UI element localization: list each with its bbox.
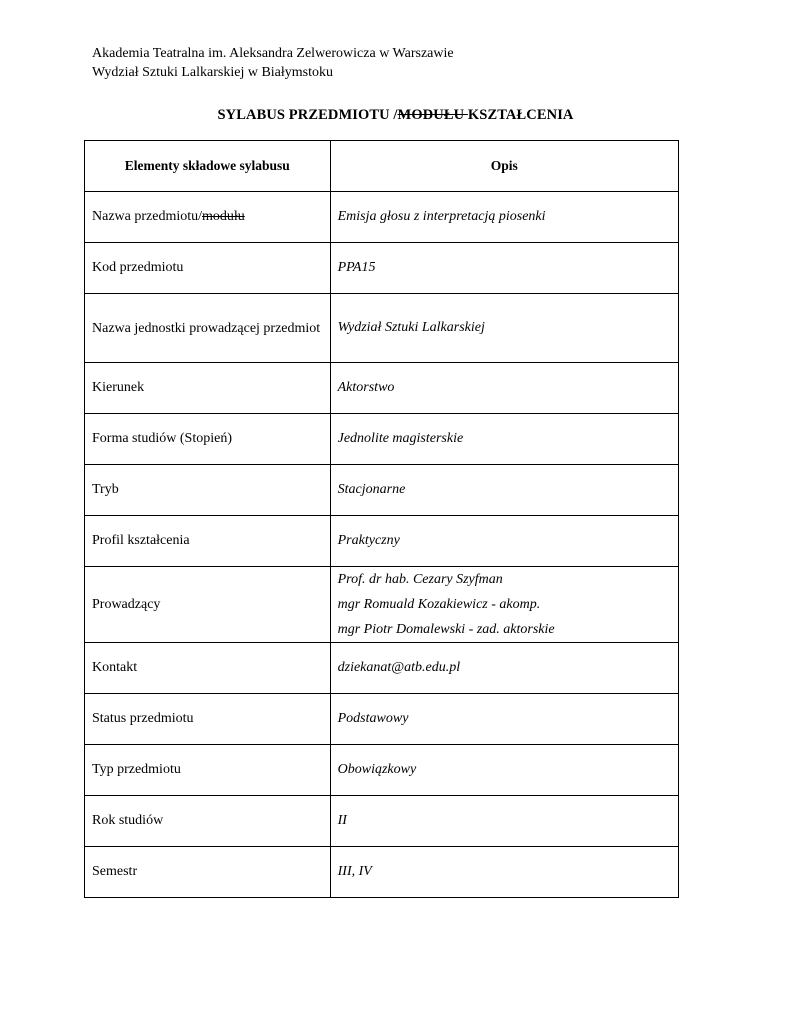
- row-label: Status przedmiotu: [85, 694, 331, 745]
- instructor-name: Prof. dr hab. Cezary Szyfman: [337, 572, 503, 587]
- row-value: Stacjonarne: [330, 465, 678, 516]
- row-label: Semestr: [85, 847, 331, 898]
- row-value: II: [330, 796, 678, 847]
- row-label: Kontakt: [85, 643, 331, 694]
- label-struck-text: modułu: [202, 209, 245, 224]
- row-label: Prowadzący: [85, 567, 331, 643]
- table-header-row: [85, 141, 679, 192]
- title-struck-word: MODUŁU: [397, 107, 468, 123]
- table-row: [85, 796, 679, 847]
- row-label: Nazwa jednostki prowadzącej przedmiot: [85, 294, 331, 363]
- document-title: [0, 107, 791, 124]
- table-row: [85, 694, 679, 745]
- header-elements: Elementy składowe sylabusu: [85, 141, 331, 192]
- row-value: dziekanat@atb.edu.pl: [330, 643, 678, 694]
- faculty-name: Wydział Sztuki Lalkarskiej w Białymstoku: [92, 65, 334, 80]
- document-header: [92, 44, 454, 82]
- row-value: Praktyczny: [330, 516, 678, 567]
- table-row: [85, 745, 679, 796]
- row-label: Rok studiów: [85, 796, 331, 847]
- instructor-name: mgr Piotr Domalewski - zad. aktorskie: [337, 622, 555, 637]
- table-row: [85, 363, 679, 414]
- table-row: [85, 847, 679, 898]
- table-row: [85, 465, 679, 516]
- row-label: Profil kształcenia: [85, 516, 331, 567]
- table-row: [85, 294, 679, 363]
- table-row: [85, 643, 679, 694]
- title-part-2: KSZTAŁCENIA: [467, 107, 574, 123]
- table-row: [85, 516, 679, 567]
- institution-name: Akademia Teatralna im. Aleksandra Zelwerowicza w Warszawie: [92, 46, 454, 61]
- row-value: III, IV: [330, 847, 678, 898]
- row-value: Podstawowy: [330, 694, 678, 745]
- row-value: Jednolite magisterskie: [330, 414, 678, 465]
- instructor-name: mgr Romuald Kozakiewicz - akomp.: [337, 597, 541, 612]
- row-label: [85, 192, 331, 243]
- row-label: Typ przedmiotu: [85, 745, 331, 796]
- row-value: PPA15: [330, 243, 678, 294]
- row-value: Aktorstwo: [330, 363, 678, 414]
- title-part-1: SYLABUS PRZEDMIOTU /: [217, 107, 398, 123]
- table-row: [85, 243, 679, 294]
- row-label: Forma studiów (Stopień): [85, 414, 331, 465]
- row-label: Tryb: [85, 465, 331, 516]
- row-value: Wydział Sztuki Lalkarskiej: [330, 294, 678, 363]
- header-description: Opis: [330, 141, 678, 192]
- table-row: [85, 192, 679, 243]
- syllabus-table: [84, 140, 679, 898]
- label-text: Nazwa przedmiotu/: [92, 209, 203, 224]
- row-value: Obowiązkowy: [330, 745, 678, 796]
- row-value: Emisja głosu z interpretacją piosenki: [330, 192, 678, 243]
- row-value-list: [330, 567, 678, 643]
- table-row: [85, 414, 679, 465]
- table-row: [85, 567, 679, 643]
- row-label: Kod przedmiotu: [85, 243, 331, 294]
- row-label: Kierunek: [85, 363, 331, 414]
